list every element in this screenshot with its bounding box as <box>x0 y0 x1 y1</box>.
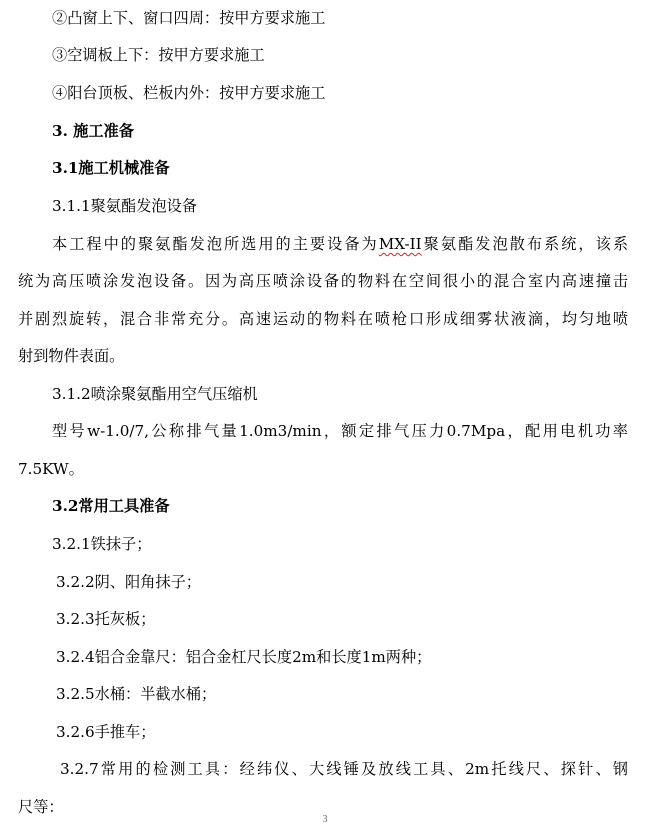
paragraph-1-text-a: 本工程中的聚氨酯发泡所选用的主要设备为 <box>52 235 379 253</box>
list-item-2: ②凸窗上下、窗口四周：按甲方要求施工 <box>52 9 326 27</box>
paragraph-1-line-3: 并剧烈旋转，混合非常充分。高速运动的物料在喷枪口形成细雾状液滴，均匀地喷 <box>18 310 628 328</box>
equipment-model: MX-II <box>378 235 422 253</box>
paragraph-1-line-1 <box>52 234 628 254</box>
paragraph-1-line-4: 射到物件表面。 <box>18 347 125 365</box>
list-item-3: ③空调板上下：按甲方要求施工 <box>52 46 265 64</box>
heading-section-3-2: 3.2常用工具准备 <box>52 497 170 515</box>
paragraph-1-text-b: 聚氨酯发泡散布系统，该系 <box>421 235 629 253</box>
tool-item-7-line-1: 3.2.7常用的检测工具：经纬仪、大线锤及放线工具、2m托线尺、探针、钢 <box>60 760 628 778</box>
paragraph-2-line-1: 型号w-1.0/7,公称排气量1.0m3/min，额定排气压力0.7Mpa，配用电机功率 <box>52 422 628 440</box>
paragraph-2-line-2: 7.5KW。 <box>18 460 84 478</box>
tool-item-2: 3.2.2阴、阳角抹子； <box>56 573 201 591</box>
tool-item-5: 3.2.5水桶：半截水桶； <box>56 685 217 703</box>
tool-item-6: 3.2.6手推车； <box>56 723 156 741</box>
heading-section-3-1: 3.1施工机械准备 <box>52 159 170 177</box>
heading-section-3: 3. 施工准备 <box>52 122 134 140</box>
list-item-4: ④阳台顶板、栏板内外：按甲方要求施工 <box>52 84 326 102</box>
subheading-3-1-2: 3.1.2喷涂聚氨酯用空气压缩机 <box>52 385 258 403</box>
tool-item-1: 3.2.1铁抹子； <box>52 535 152 553</box>
tool-item-4: 3.2.4铝合金靠尺：铝合金杠尺长度2m和长度1m两种； <box>56 648 432 666</box>
page-number: 3 <box>322 814 328 825</box>
subheading-3-1-1: 3.1.1聚氨酯发泡设备 <box>52 197 197 215</box>
tool-item-3: 3.2.3托灰板； <box>56 610 156 628</box>
tool-item-7-line-2: 尺等： <box>18 798 64 816</box>
paragraph-1-line-2: 统为高压喷涂发泡设备。因为高压喷涂设备的物料在空间很小的混合室内高速撞击 <box>18 272 628 290</box>
